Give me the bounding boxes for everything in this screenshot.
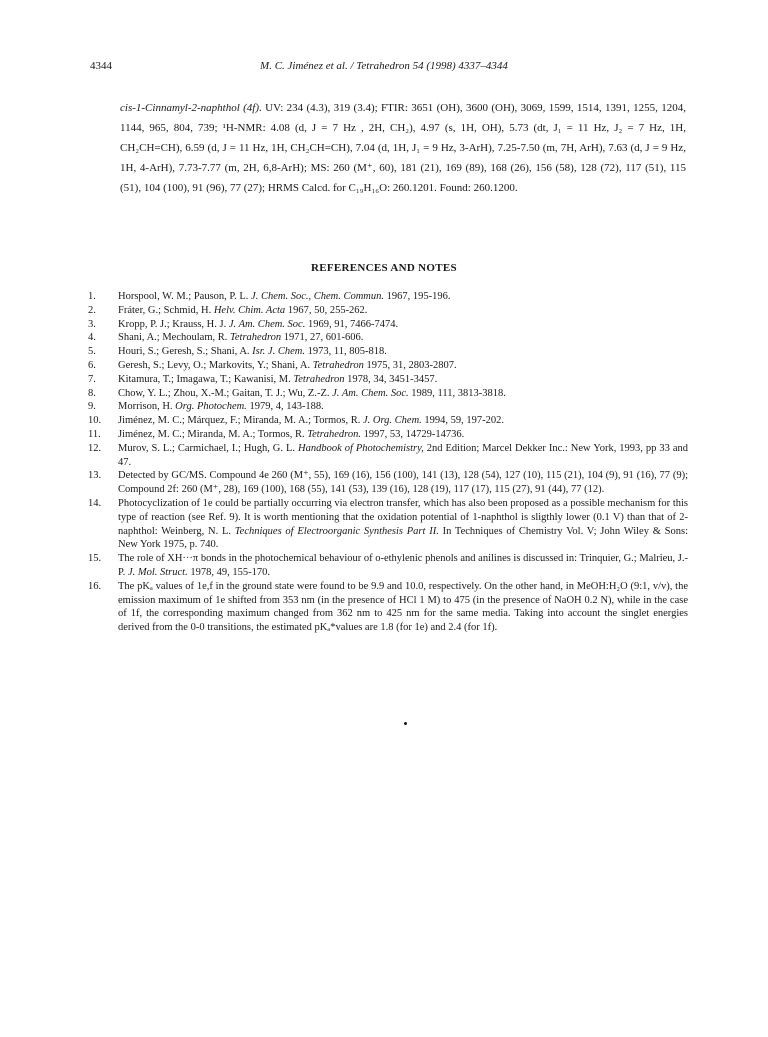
reference-number: 5. (88, 346, 96, 358)
reference-number: 7. (88, 373, 96, 385)
compound-data-paragraph (120, 98, 686, 198)
reference-item (88, 290, 688, 304)
reference-text (118, 401, 324, 412)
reference-authors: Horspool, W. M.; Pauson, P. L. (118, 291, 252, 302)
reference-item (88, 318, 688, 332)
reference-item (88, 359, 688, 373)
reference-item (88, 387, 688, 401)
reference-item (88, 442, 688, 470)
reference-item (88, 497, 688, 552)
dot-mark (404, 722, 407, 725)
reference-text (118, 429, 464, 440)
reference-details: 1994, 59, 197-202. (421, 415, 505, 427)
reference-authors: Detected by GC/MS. Compound 4e 260 (M⁺, 55), 169 (16), 156 (100), 141 (13), 128 (54), 127 (10), 115 (21), 104 (9), 91 (16), 77 (9); Compound 2f: 260 (M⁺, 28), 169 (100), 168 (55), 141 (53), 139 (16), 128 (19), 117 (17), 115 (27), 91 (44), 77 (12). (118, 470, 688, 496)
reference-text (118, 498, 688, 550)
reference-source: Isr. J. Chem. (252, 346, 305, 358)
reference-text (118, 388, 506, 399)
reference-source: J. Chem. Soc., Chem. Commun. (251, 291, 385, 302)
reference-details: In Techniques of Chemistry Vol. V; John Wiley & Sons: New York 1975, p. 740. (118, 525, 688, 551)
reference-number: 16. (88, 580, 102, 592)
reference-number: 6. (88, 359, 96, 371)
reference-item (88, 414, 688, 428)
reference-text (118, 374, 437, 385)
reference-source: Tetrahedron (312, 359, 364, 371)
compound-data-text: . UV: 234 (4.3), 319 (3.4); FTIR: 3651 (OH), 3600 (OH), 3069, 1599, 1514, 1391, 1255, 1204, 1144, 965, 804, 739; ¹H-NMR: 4.08 (d, J = 7 Hz , 2H, CH₂), 4.97 (s, 1H, OH), 5.73 (dt, J₁ = 11 Hz, J₂ = 7 Hz, 1H, CH₂CH=CH), 6.59 (d, J = 11 Hz, 1H, CH₂CH=CH), 7.04 (d, 1H, J₁ = 9 Hz, 3-ArH), 7.25-7.50 (m, 7H, ArH), 7.63 (d, J = 9 Hz, 1H, 4-ArH), 7.73-7.77 (m, 2H, 6,8-ArH); MS: 260 (M⁺, 60), 181 (21), 169 (89), 168 (26), 156 (58), 128 (72), 117 (51), 115 (51), 104 (100), 91 (96), 77 (27); HRMS Calcd. for C₁₉H₁₆O: 260.1201. Found: 260.1200. (120, 102, 686, 194)
reference-source: Helv. Chim. Acta (213, 304, 286, 316)
reference-text (118, 443, 688, 468)
reference-number: 8. (88, 387, 96, 399)
reference-item (88, 580, 688, 635)
reference-item (88, 469, 688, 497)
reference-number: 10. (88, 415, 102, 427)
running-head: M. C. Jiménez et al. / Tetrahedron 54 (1998) 4337–4344 (260, 60, 508, 72)
reference-details: 2nd Edition; Marcel Dekker Inc.: New York, 1993, pp 33 and 47. (118, 442, 689, 468)
reference-details: 1967, 50, 255-262. (285, 304, 368, 316)
reference-item (88, 331, 688, 345)
reference-text (118, 415, 504, 426)
reference-source: Handbook of Photochemistry, (297, 442, 424, 454)
reference-text (118, 319, 398, 330)
reference-text (118, 581, 688, 633)
reference-authors: The role of XH···π bonds in the photochemical behaviour of o-ethylenic phenols and anilines is discussed in: Trinquier, G.; Malrieu, J.-P. (118, 553, 689, 578)
reference-source: Techniques of Electroorganic Synthesis Part II. (234, 525, 439, 537)
reference-text (118, 332, 363, 343)
reference-source: Tetrahedron (293, 373, 345, 385)
reference-details: 1978, 34, 3451-3457. (344, 373, 438, 385)
reference-authors: The pKₐ values of 1e,f in the ground state were found to be 9.9 and 10.0, respectively. On the other hand, in MeOH:H₂O (9:1, v/v), the emission maximum of 1e shifted from 353 nm (in the presence of HCl 1 M) to 475 (in the presence of NaOH 0.2 N), while in the case of 1f, the corresponding maximum changed from 362 nm to 425 nm for the same media. Taking into account the singlet energies derived from the 0-0 transitions, the estimated pKₐ*values are 1.8 (for 1e) and 2.4 (for 1f). (118, 580, 688, 634)
reference-item (88, 304, 688, 318)
reference-source: J. Org. Chem. (362, 415, 422, 427)
reference-number: 3. (88, 318, 96, 330)
reference-number: 15. (88, 553, 102, 565)
reference-text (118, 553, 688, 578)
reference-item (88, 373, 688, 387)
reference-details: 1971, 27, 601-606. (281, 332, 364, 344)
page-number: 4344 (90, 60, 112, 72)
reference-text (118, 360, 457, 371)
reference-number: 9. (88, 401, 96, 413)
reference-details: 1979, 4, 143-188. (246, 401, 324, 413)
reference-authors: Murov, S. L.; Carmichael, I.; Hugh, G. L. (118, 442, 298, 454)
reference-authors: Photocyclization of 1e could be partially occurring via electron transfer, which has also been proposed as a possible mechanism for this type of reaction (see Ref. 9). It is worth mentioning that the oxidation potential of 1-naphthol is sligthly lower (0.1 V) than that of 2-naphthol: Weinberg, N. L. (118, 497, 688, 537)
reference-number: 4. (88, 332, 96, 344)
reference-number: 14. (88, 497, 102, 509)
reference-source: J. Mol. Struct. (127, 566, 188, 578)
reference-item (88, 552, 688, 580)
reference-number: 12. (88, 442, 102, 454)
reference-number: 13. (88, 470, 102, 482)
reference-details: 1969, 91, 7466-7474. (305, 318, 399, 330)
reference-details: 1997, 53, 14729-14736. (361, 428, 465, 440)
reference-source: J. Am. Chem. Soc. (228, 318, 306, 330)
reference-authors: Kitamura, T.; Imagawa, T.; Kawanisi, M. (118, 373, 294, 385)
reference-details: 1973, 11, 805-818. (304, 346, 387, 358)
reference-text (118, 291, 451, 302)
reference-details: 1967, 195-196. (384, 291, 451, 302)
reference-authors: Kropp, P. J.; Krauss, H. J. (118, 318, 229, 330)
reference-source: Org. Photochem. (175, 401, 247, 413)
reference-number: 1. (88, 291, 96, 302)
reference-authors: Jiménez, M. C.; Márquez, F.; Miranda, M. A.; Tormos, R. (118, 415, 363, 427)
reference-authors: Geresh, S.; Levy, O.; Markovits, Y.; Shani, A. (118, 359, 313, 371)
reference-authors: Chow, Y. L.; Zhou, X.-M.; Gaitan, T. J.; Wu, Z.-Z. (118, 387, 333, 399)
reference-text (118, 305, 367, 316)
reference-authors: Fráter, G.; Schmid, H. (118, 304, 214, 316)
compound-name: cis-1-Cinnamyl-2-naphthol (4f) (120, 102, 260, 114)
reference-item (88, 345, 688, 359)
reference-number: 11. (88, 428, 101, 440)
reference-text (118, 346, 387, 357)
reference-source: Tetrahedron (230, 332, 282, 344)
reference-item (88, 428, 688, 442)
reference-authors: Houri, S.; Geresh, S.; Shani, A. (118, 346, 253, 358)
reference-details: 1978, 49, 155-170. (187, 566, 270, 578)
references-heading: REFERENCES AND NOTES (311, 262, 457, 274)
reference-details: 1975, 31, 2803-2807. (363, 359, 457, 371)
reference-authors: Jiménez, M. C.; Miranda, M. A.; Tormos, R. (118, 428, 308, 440)
reference-authors: Morrison, H. (118, 401, 176, 413)
reference-authors: Shani, A.; Mechoulam, R. (118, 332, 230, 344)
reference-item (88, 400, 688, 414)
reference-source: J. Am. Chem. Soc. (332, 387, 409, 399)
reference-list (88, 290, 688, 635)
reference-text (118, 470, 688, 495)
reference-number: 2. (88, 304, 96, 316)
reference-source: Tetrahedron. (307, 428, 362, 440)
reference-details: 1989, 111, 3813-3818. (408, 387, 506, 399)
